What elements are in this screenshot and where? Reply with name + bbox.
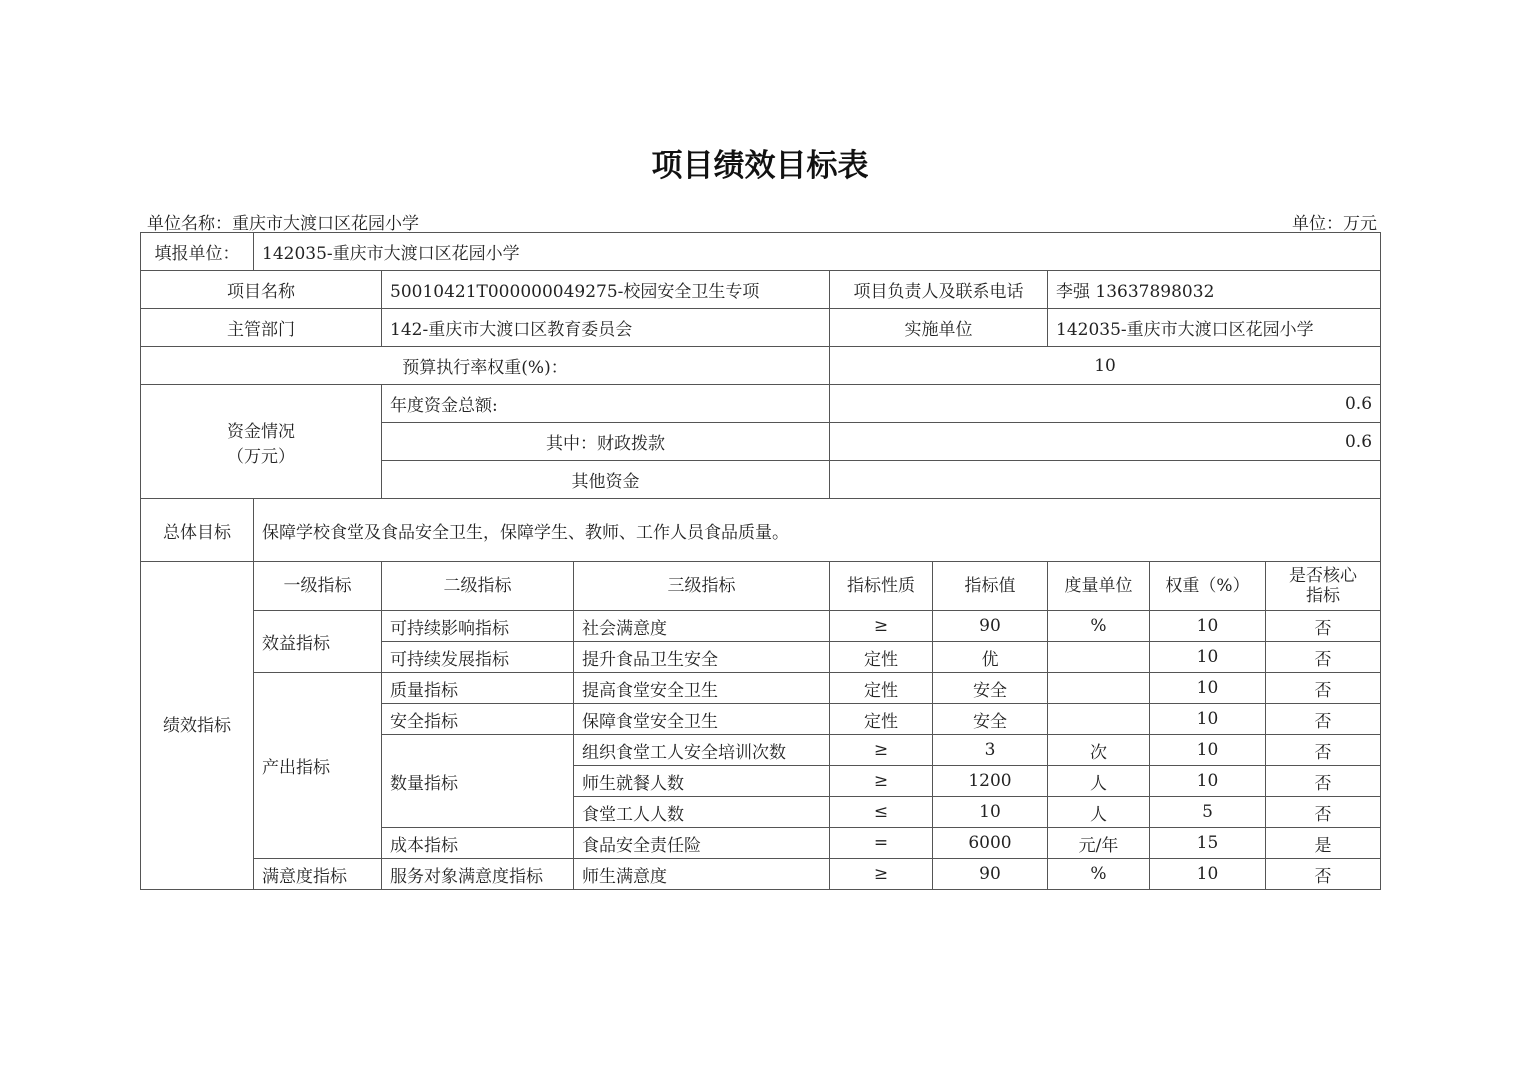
unit-cell: % (1048, 859, 1150, 890)
level2-cost: 成本指标 (382, 828, 574, 859)
level3-cell: 提高食堂安全卫生 (574, 673, 830, 704)
funds-label-line2: （万元） (227, 446, 295, 467)
dept-label: 主管部门 (141, 309, 382, 347)
unit-cell (1048, 673, 1150, 704)
level1-output: 产出指标 (254, 673, 382, 859)
contact-label: 项目负责人及联系电话 (830, 271, 1048, 309)
perf-label: 绩效指标 (141, 562, 254, 890)
nature-cell: ≥ (830, 766, 933, 797)
weight-cell: 5 (1150, 797, 1266, 828)
indicator-row (141, 611, 1381, 642)
header-weight: 权重（%） (1150, 562, 1266, 611)
performance-table (140, 232, 1381, 890)
currency-value: 万元 (1343, 214, 1377, 234)
goal-value: 保障学校食堂及食品安全卫生，保障学生、教师、工作人员食品质量。 (254, 499, 1381, 562)
core-cell: 否 (1266, 735, 1381, 766)
nature-cell: ≥ (830, 735, 933, 766)
nature-cell: = (830, 828, 933, 859)
goal-label: 总体目标 (141, 499, 254, 562)
level2-safety: 安全指标 (382, 704, 574, 735)
dept-value: 142-重庆市大渡口区教育委员会 (382, 309, 830, 347)
page-title: 项目绩效目标表 (651, 148, 869, 184)
level3-cell: 社会满意度 (574, 611, 830, 642)
core-cell: 否 (1266, 797, 1381, 828)
nature-cell: 定性 (830, 673, 933, 704)
value-cell: 安全 (933, 704, 1048, 735)
header-nature: 指标性质 (830, 562, 933, 611)
indicator-row (141, 859, 1381, 890)
weight-cell: 10 (1150, 611, 1266, 642)
annual-total-label: 年度资金总额: (382, 385, 830, 423)
value-cell: 3 (933, 735, 1048, 766)
header-core: 是否核心指标 (1266, 562, 1381, 611)
core-cell: 否 (1266, 766, 1381, 797)
unit-cell (1048, 642, 1150, 673)
fiscal-label: 其中：财政拨款 (382, 423, 830, 461)
value-cell: 90 (933, 611, 1048, 642)
core-cell: 是 (1266, 828, 1381, 859)
impl-value: 142035-重庆市大渡口区花园小学 (1048, 309, 1381, 347)
value-cell: 6000 (933, 828, 1048, 859)
impl-label: 实施单位 (830, 309, 1048, 347)
funds-label (141, 385, 382, 499)
other-value (830, 461, 1381, 499)
unit-cell: 次 (1048, 735, 1150, 766)
project-name-label: 项目名称 (141, 271, 382, 309)
core-cell: 否 (1266, 673, 1381, 704)
value-cell: 安全 (933, 673, 1048, 704)
project-name-value: 50010421T000000049275-校园安全卫生专项 (382, 271, 830, 309)
nature-cell: ≥ (830, 611, 933, 642)
level3-cell: 提升食品卫生安全 (574, 642, 830, 673)
value-cell: 1200 (933, 766, 1048, 797)
value-cell: 90 (933, 859, 1048, 890)
goal-row (141, 499, 1381, 562)
funds-row-total (141, 385, 1381, 423)
nature-cell: ≤ (830, 797, 933, 828)
weight-cell: 15 (1150, 828, 1266, 859)
annual-total-value: 0.6 (830, 385, 1381, 423)
funds-label-line1: 资金情况 (227, 421, 295, 442)
header-level1: 一级指标 (254, 562, 382, 611)
level2-quantity: 数量指标 (382, 735, 574, 828)
weight-cell: 10 (1150, 673, 1266, 704)
level2-service: 服务对象满意度指标 (382, 859, 574, 890)
fill-unit-label: 填报单位： (141, 233, 254, 271)
level1-benefit: 效益指标 (254, 611, 382, 673)
unit-cell: 元/年 (1048, 828, 1150, 859)
fill-unit-value: 142035-重庆市大渡口区花园小学 (254, 233, 1381, 271)
core-cell: 否 (1266, 642, 1381, 673)
unit-cell: % (1048, 611, 1150, 642)
core-cell: 否 (1266, 611, 1381, 642)
unit-name-value: 重庆市大渡口区花园小学 (232, 214, 419, 234)
level1-satisfaction: 满意度指标 (254, 859, 382, 890)
unit-cell: 人 (1048, 766, 1150, 797)
value-cell: 优 (933, 642, 1048, 673)
currency-label: 单位： (1292, 214, 1343, 234)
level2-sustain-impact: 可持续影响指标 (382, 611, 574, 642)
header-level3: 三级指标 (574, 562, 830, 611)
level3-cell: 食堂工人人数 (574, 797, 830, 828)
weight-cell: 10 (1150, 766, 1266, 797)
core-cell: 否 (1266, 859, 1381, 890)
header-meta (147, 209, 1377, 233)
header-value: 指标值 (933, 562, 1048, 611)
other-label: 其他资金 (382, 461, 830, 499)
level2-sustain-dev: 可持续发展指标 (382, 642, 574, 673)
level3-cell: 食品安全责任险 (574, 828, 830, 859)
project-row (141, 271, 1381, 309)
budget-weight-row (141, 347, 1381, 385)
fill-unit-row (141, 233, 1381, 271)
contact-value: 李强 13637898032 (1048, 271, 1381, 309)
currency-unit (1292, 209, 1377, 234)
level3-cell: 组织食堂工人安全培训次数 (574, 735, 830, 766)
nature-cell: 定性 (830, 642, 933, 673)
budget-weight-label: 预算执行率权重(%)： (141, 347, 830, 385)
level3-cell: 保障食堂安全卫生 (574, 704, 830, 735)
indicator-header-row (141, 562, 1381, 611)
weight-cell: 10 (1150, 735, 1266, 766)
unit-name-label: 单位名称： (147, 214, 232, 234)
fiscal-value: 0.6 (830, 423, 1381, 461)
weight-cell: 10 (1150, 859, 1266, 890)
level2-quality: 质量指标 (382, 673, 574, 704)
level3-cell: 师生就餐人数 (574, 766, 830, 797)
nature-cell: ≥ (830, 859, 933, 890)
unit-cell (1048, 704, 1150, 735)
core-cell: 否 (1266, 704, 1381, 735)
header-level2: 二级指标 (382, 562, 574, 611)
unit-name (147, 209, 419, 234)
level3-cell: 师生满意度 (574, 859, 830, 890)
nature-cell: 定性 (830, 704, 933, 735)
indicator-row (141, 673, 1381, 704)
header-unit: 度量单位 (1048, 562, 1150, 611)
weight-cell: 10 (1150, 642, 1266, 673)
dept-row (141, 309, 1381, 347)
budget-weight-value: 10 (830, 347, 1381, 385)
value-cell: 10 (933, 797, 1048, 828)
weight-cell: 10 (1150, 704, 1266, 735)
unit-cell: 人 (1048, 797, 1150, 828)
